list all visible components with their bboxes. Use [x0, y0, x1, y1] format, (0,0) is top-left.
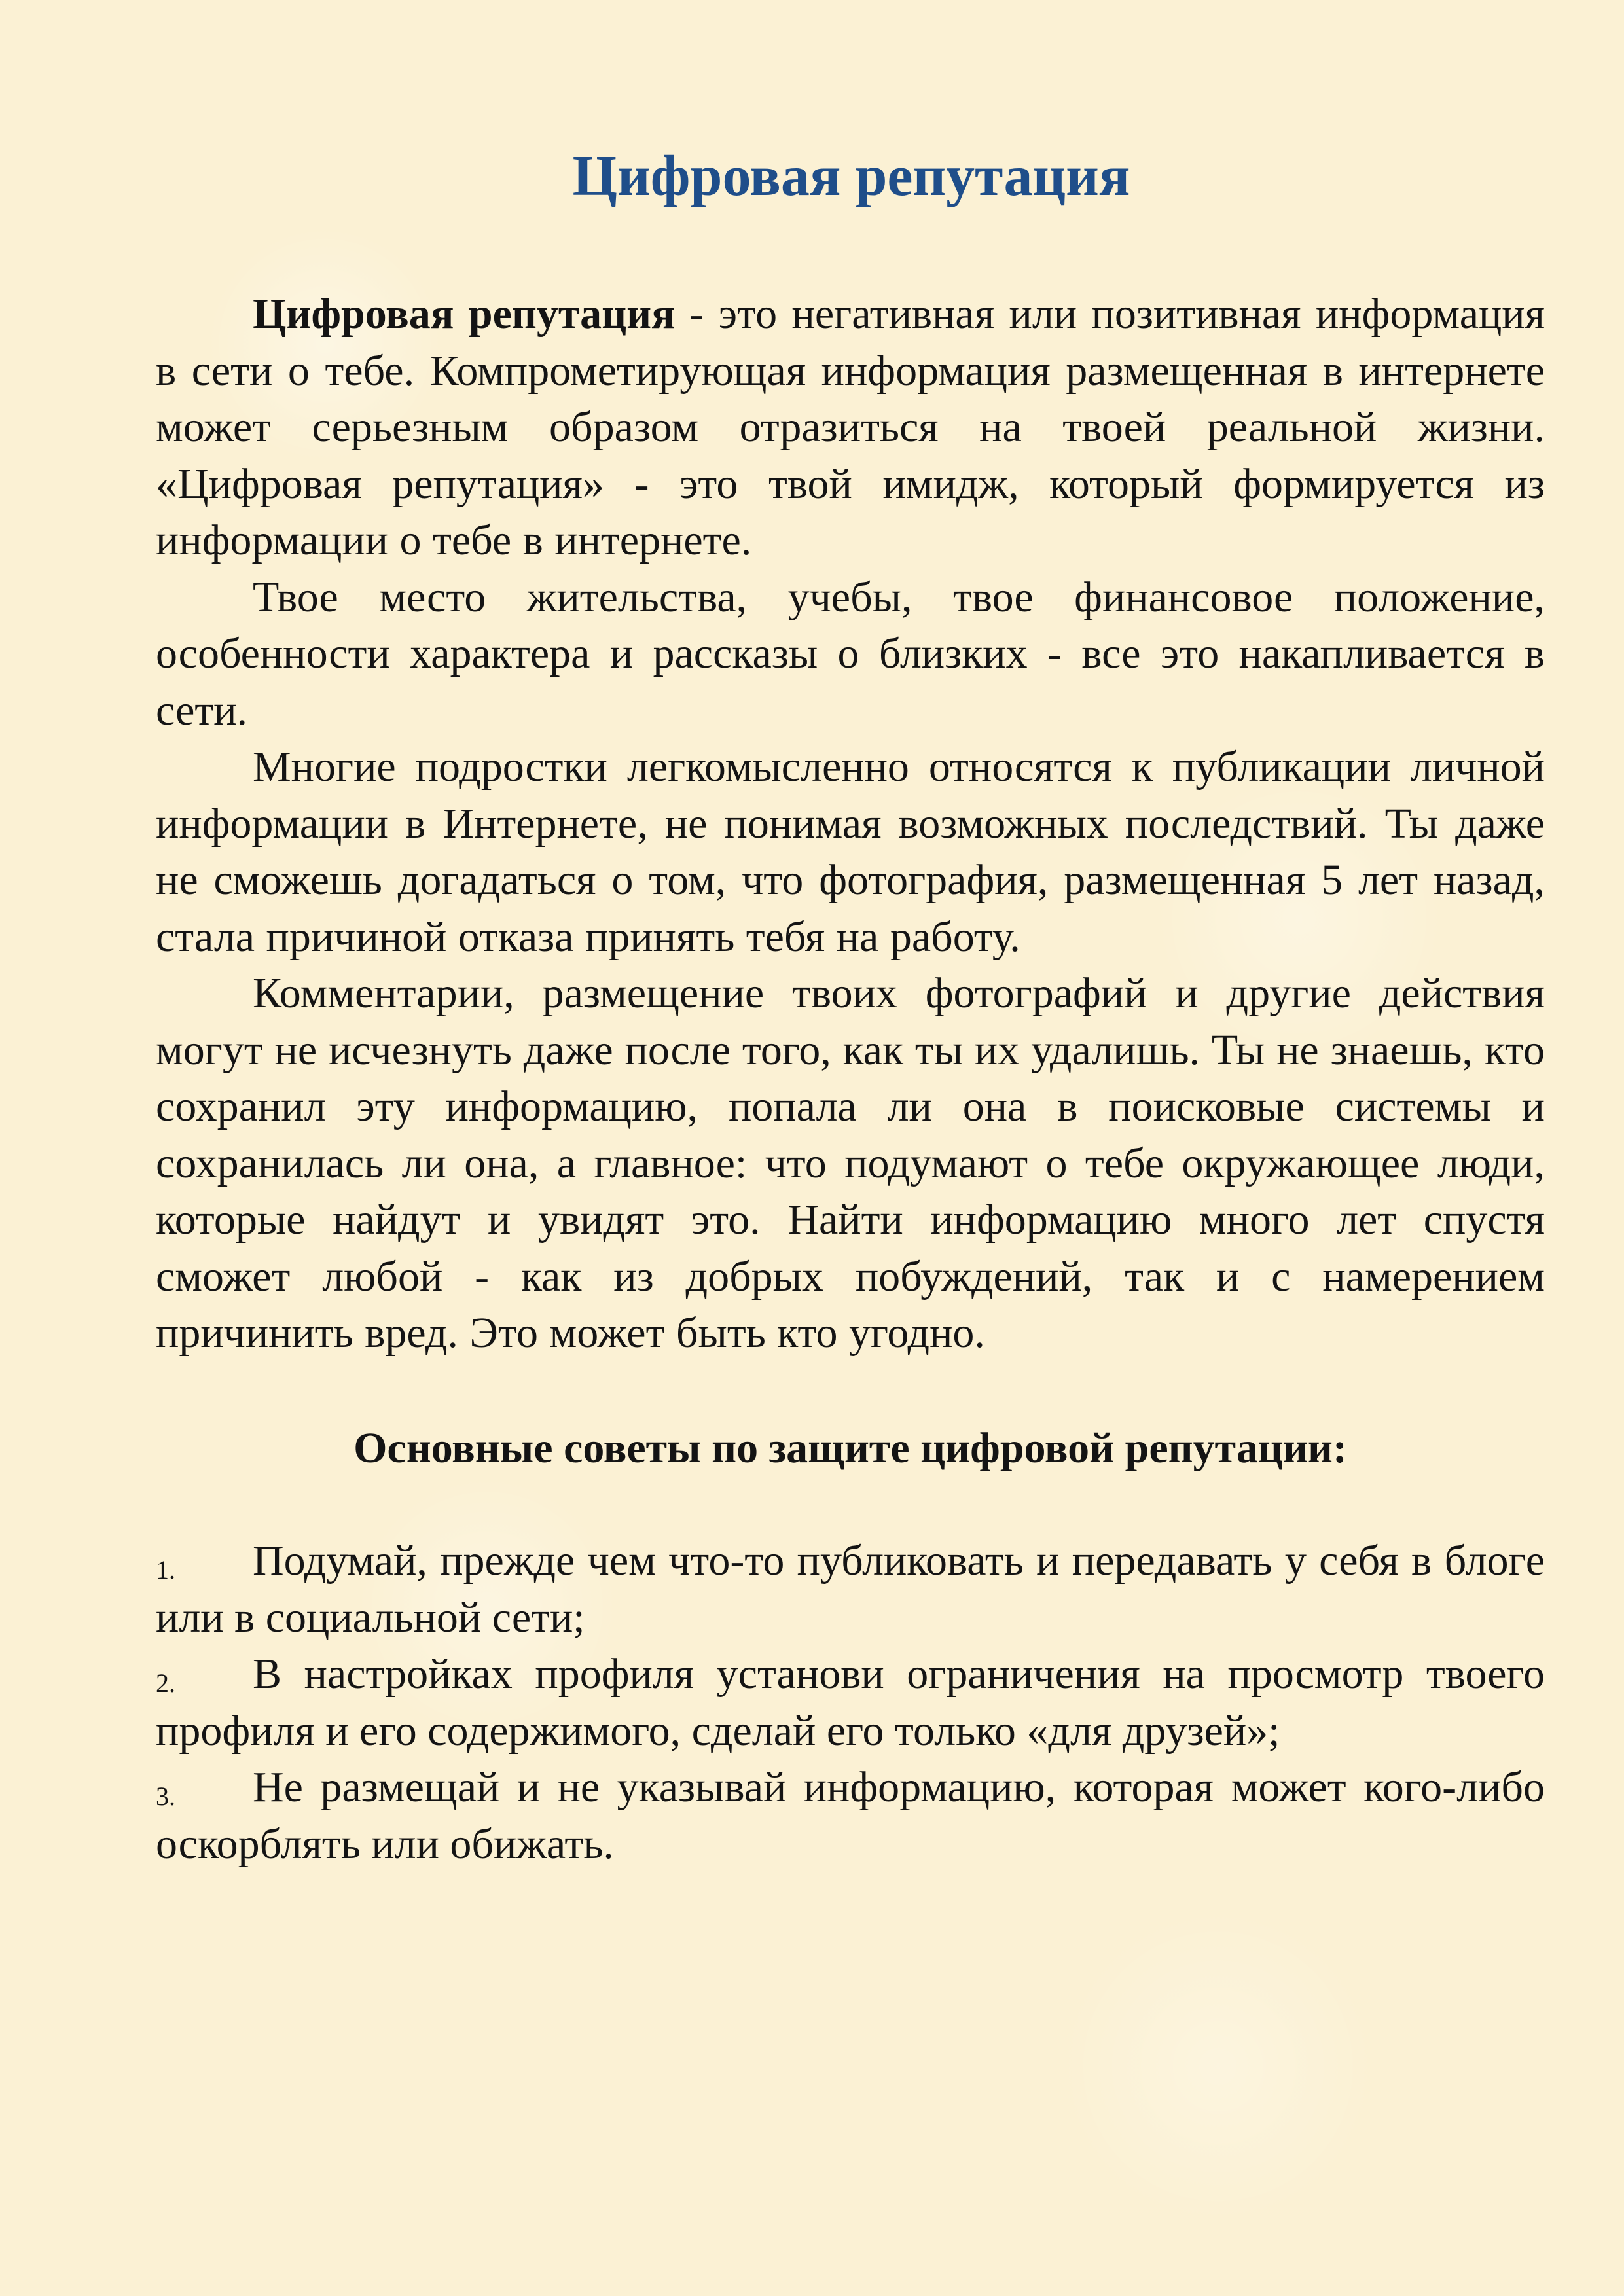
- document-body: [156, 286, 1545, 1873]
- tips-list: [156, 1533, 1545, 1873]
- list-item-text: Не размещай и не указывай информацию, которая может кого-либо оскорблять или обижать.: [156, 1763, 1545, 1868]
- paragraph-3: [156, 739, 1545, 965]
- list-item-text: В настройках профиля установи ограничения на просмотр твоего профиля и его содержимого, сделай его только «для друзей»;: [156, 1650, 1545, 1755]
- paragraph-4-text: Комментарии, размещение твоих фотографий и другие действия могут не исчезнуть даже после того, как ты их удалишь. Ты не знаешь, кто сохранил эту информацию, попала ли она в поисковые системы и сохранилась ли она, а главное: что подумают о тебе окружающее люди, которые найдут и увидят это. Найти информацию много лет спустя сможет любой - как из добрых побуждений, так и с намерением причинить вред. Это может быть кто угодно.: [156, 969, 1545, 1357]
- paragraph-2-text: Твое место жительства, учебы, твое финансовое положение, особенности характера и рассказы о близких - все это накапливается в сети.: [156, 573, 1545, 734]
- paragraph-2: [156, 569, 1545, 740]
- list-item-number: 3.: [156, 1782, 175, 1811]
- paragraph-4: [156, 965, 1545, 1362]
- tips-heading: Основные советы по защите цифровой репутации:: [353, 1424, 1347, 1472]
- list-item: [156, 1759, 1545, 1873]
- list-item: [156, 1533, 1545, 1646]
- paragraph-1-lead: Цифровая репутация: [253, 290, 675, 338]
- list-item-text: Подумай, прежде чем что-то публиковать и передавать у себя в блоге или в социальной сети;: [156, 1537, 1545, 1641]
- page-title: Цифровая репутация: [572, 145, 1130, 208]
- list-item: [156, 1646, 1545, 1759]
- paragraph-1: [156, 286, 1545, 569]
- list-item-number: 1.: [156, 1555, 175, 1585]
- list-item-number: 2.: [156, 1668, 175, 1698]
- paragraph-1-text: - это негативная или позитивная информация в сети о тебе. Компрометирующая информация размещенная в интернете может серьезным образом отразиться на твоей реальной жизни. «Цифровая репутация» - это твой имидж, который формируется из информации о тебе в интернете.: [156, 290, 1545, 564]
- paragraph-3-text: Многие подростки легкомысленно относятся к публикации личной информации в Интернете, не понимая возможных последствий. Ты даже не сможешь догадаться о том, что фотография, размещенная 5 лет назад, стала причиной отказа принять тебя на работу.: [156, 743, 1545, 961]
